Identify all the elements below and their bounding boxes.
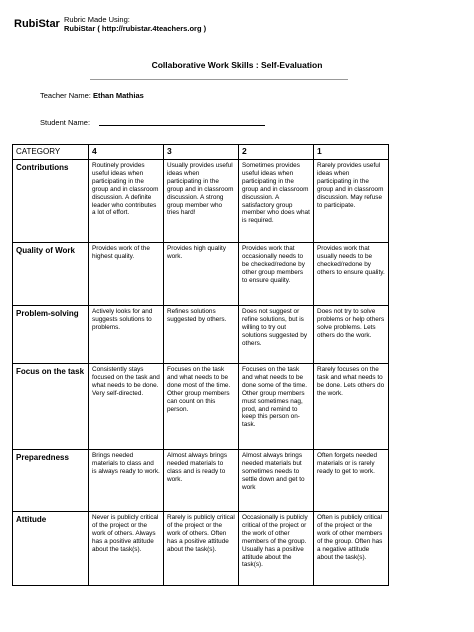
page-title: Collaborative Work Skills : Self-Evaluation (151, 60, 323, 70)
rubric-cell: Provides work that occasionally needs to be checked/redone by other group members to ensure quality. (239, 243, 314, 306)
student-name-field[interactable] (99, 125, 265, 126)
rubric-cell: Rarely is publicly critical of the project or the work of others. Often has a positive attitude about the task(s). (164, 512, 239, 586)
rubric-cell: Does not try to solve problems or help others solve problems. Lets others do the work. (314, 306, 389, 364)
rubric-cell: Provides work that usually needs to be checked/redone by others to ensure quality. (314, 243, 389, 306)
made-using-label: Rubric Made Using: (64, 15, 130, 24)
category-cell: Attitude (13, 512, 89, 586)
table-row (13, 243, 389, 306)
rubric-cell: Often is publicly critical of the project or the work of other members of the group. Often has a negative attitude about the task(s). (314, 512, 389, 586)
table-row (13, 160, 389, 243)
rubric-table (12, 144, 389, 586)
rubric-cell: Actively looks for and suggests solutions to problems. (89, 306, 164, 364)
rubric-cell: Rarely provides useful ideas when participating in the group and in classroom discussion. May refuse to participate. (314, 160, 389, 243)
teacher-name-row (40, 91, 144, 100)
rubric-cell: Almost always brings needed materials to class and is ready to work. (164, 450, 239, 512)
rubric-cell: Refines solutions suggested by others. (164, 306, 239, 364)
rubric-header-row (13, 145, 389, 160)
header-score-1: 1 (314, 145, 389, 160)
category-cell: Preparedness (13, 450, 89, 512)
rubric-cell: Focuses on the task and what needs to be done most of the time. Other group members can count on this person. (164, 364, 239, 450)
made-using-source: RubiStar ( http://rubistar.4teachers.org ) (64, 24, 207, 33)
category-cell: Quality of Work (13, 243, 89, 306)
table-row (13, 306, 389, 364)
rubistar-logo: RubiStar (14, 18, 60, 30)
header-score-2: 2 (239, 145, 314, 160)
rubric-cell: Never is publicly critical of the project or the work of others. Always has a positive attitude about the task(s). (89, 512, 164, 586)
category-cell: Problem-solving (13, 306, 89, 364)
rubric-cell: Brings needed materials to class and is always ready to work. (89, 450, 164, 512)
rubric-cell: Does not suggest or refine solutions, but is willing to try out solutions suggested by others. (239, 306, 314, 364)
rubric-cell: Consistently stays focused on the task and what needs to be done. Very self-directed. (89, 364, 164, 450)
rubric-cell: Almost always brings needed materials but sometimes needs to settle down and get to work (239, 450, 314, 512)
student-name-label: Student Name: (40, 118, 91, 127)
teacher-name-value: Ethan Mathias (92, 91, 144, 100)
table-row (13, 512, 389, 586)
rubric-cell: Provides work of the highest quality. (89, 243, 164, 306)
rubric-cell: Usually provides useful ideas when participating in the group and in classroom discussion. A strong group member who tries hard! (164, 160, 239, 243)
rubric-cell: Routinely provides useful ideas when participating in the group and in classroom discussion. A definite leader who contributes a lot of effort. (89, 160, 164, 243)
category-cell: Contributions (13, 160, 89, 243)
rubric-cell: Focuses on the task and what needs to be done some of the time. Other group members must sometimes nag, prod, and remind to keep this person on-task. (239, 364, 314, 450)
table-row (13, 450, 389, 512)
teacher-name-label: Teacher Name: (40, 91, 91, 100)
rubric-cell: Occasionally is publicly critical of the project or the work of other members of the group. Usually has a positive attitude about the task(s). (239, 512, 314, 586)
rubric-cell: Rarely focuses on the task and what needs to be done. Lets others do the work. (314, 364, 389, 450)
header-score-3: 3 (164, 145, 239, 160)
title-divider (90, 79, 348, 80)
table-row (13, 364, 389, 450)
header-category: CATEGORY (13, 145, 89, 160)
rubric-cell: Provides high quality work. (164, 243, 239, 306)
rubric-cell: Sometimes provides useful ideas when participating in the group and in classroom discussion. A satisfactory group member who does what is required. (239, 160, 314, 243)
rubric-cell: Often forgets needed materials or is rarely ready to get to work. (314, 450, 389, 512)
made-using-note (64, 15, 206, 33)
category-cell: Focus on the task (13, 364, 89, 450)
header-score-4: 4 (89, 145, 164, 160)
